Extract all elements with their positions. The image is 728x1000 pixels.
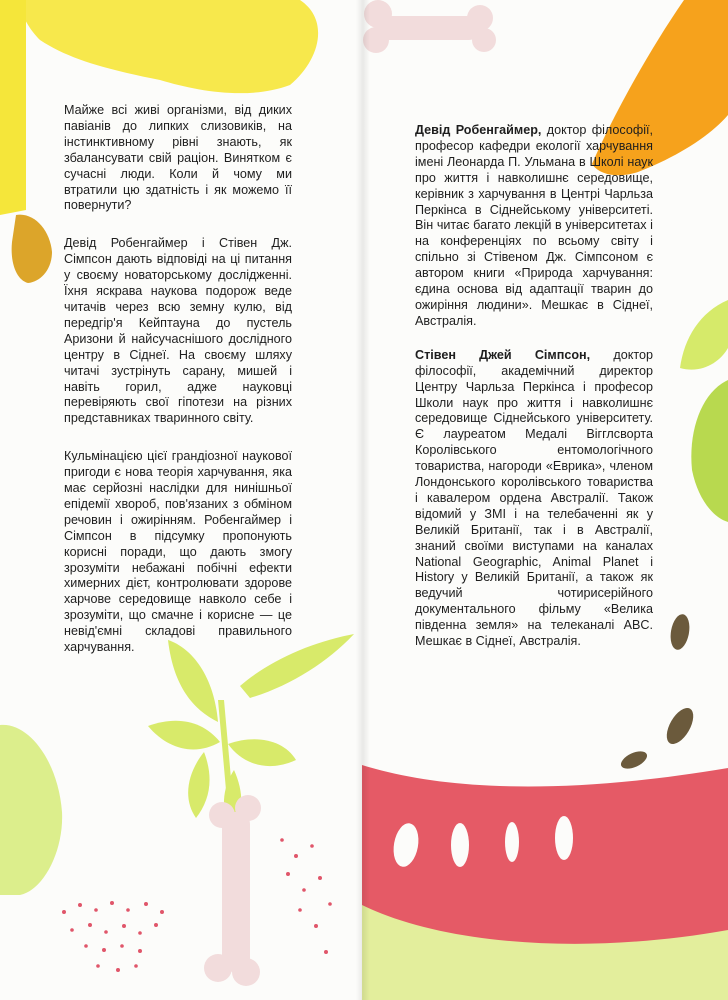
author-bio-text: доктор філософії, професор кафедри екології харчування імені Леонарда П. Ульмана в Школі наук про життя і навколишнє середовище, керівник з харчування в Центрі Чарльза Перкінса в Сіднейському університеті. Він читає багато лекцій в університетах і на конференціях по всьому світу і спільно зі Стівеном Дж. Сімпсоном є автором книги «Природа харчування: єдина основа від адаптації тварин до ожиріння людини». Мешкає в Сіднеї, Австралія.	[415, 123, 653, 328]
red-dots	[62, 838, 332, 972]
book-gutter	[356, 0, 370, 1000]
light-green-blob	[0, 725, 62, 895]
author-name: Девід Робенгаймер,	[415, 123, 542, 137]
body-paragraph-2: Девід Робенгаймер і Стівен Дж. Сімпсон дають відповіді на ці питання у своєму новаторському дослідженні. Їхня яскрава наукова подорож веде читачів через всю земну кулю, від передгір'я Кейптауна до пустель Аризони й найсучаснішого дослідного центру в Сіднеї. На своєму шляху читачі зустрінуть сарану, мишей і навіть горил, адже науковці перевіряють свої гіпотези на різних представниках тваринного світу.	[64, 236, 292, 426]
left-page	[0, 0, 362, 1000]
green-blob	[691, 380, 728, 522]
yellow-left-edge	[0, 0, 26, 215]
intro-paragraph: Майже всі живі організми, від диких павіанів до липких слизовиків, на інстинктивному рівні знають, як збалансувати свій раціон. Винятком є сучасні люди. Коли й чому ми втратили цю здатність і як можемо її повернути?	[64, 103, 292, 213]
mustard-leaf	[12, 215, 52, 283]
author-name: Стівен Джей Сімпсон,	[415, 347, 591, 362]
lime-wedge	[680, 300, 728, 370]
bone-shape	[204, 795, 261, 986]
author-bio-simpson	[415, 348, 653, 650]
right-page	[362, 0, 728, 1000]
left-text-column	[64, 103, 292, 678]
yellow-pepper-shape	[20, 0, 318, 93]
bone-top-shape	[363, 0, 496, 53]
author-bio-text: доктор філософії, академічний директор Центру Чарльза Перкінса і професор Школи наук про життя і навколишнє середовище Сіднейського університету. Є лауреатом Медалі Вігглсворта Королівського ентомологічного товариства, нагороди «Еврика», членом Лондонського королівського товариства і кавалером ордена Австралії. Також відомий у ЗМІ і на телебаченні як у Великій Британії, так і в Австралії, знаний своїми виступами на каналах National Geographic, Animal Planet і History у Великій Британії, а також як ведучий чотирисерійного документального фільму «Велика південна земля» на телеканалі ABC. Мешкає в Сіднеї, Австралія.	[415, 347, 653, 649]
right-text-column	[415, 123, 653, 668]
body-paragraph-3: Кульмінацією цієї грандіозної наукової пригоди є нова теорія харчування, яка має серйозні наслідки для нинішньої епідемії хвороб, пов'язаних з обміном речовин і ожирінням. Робенгаймер і Сімпсон в підсумку пропонують корисні поради, що дають змогу зрозуміти небажані побічні ефекти химерних дієт, контролювати здорове харчове середовище навколо себе і зрозуміти, що смачне і корисне — це невід'ємні складові правильного харчування.	[64, 449, 292, 655]
author-bio-rabenheimer	[415, 123, 653, 330]
